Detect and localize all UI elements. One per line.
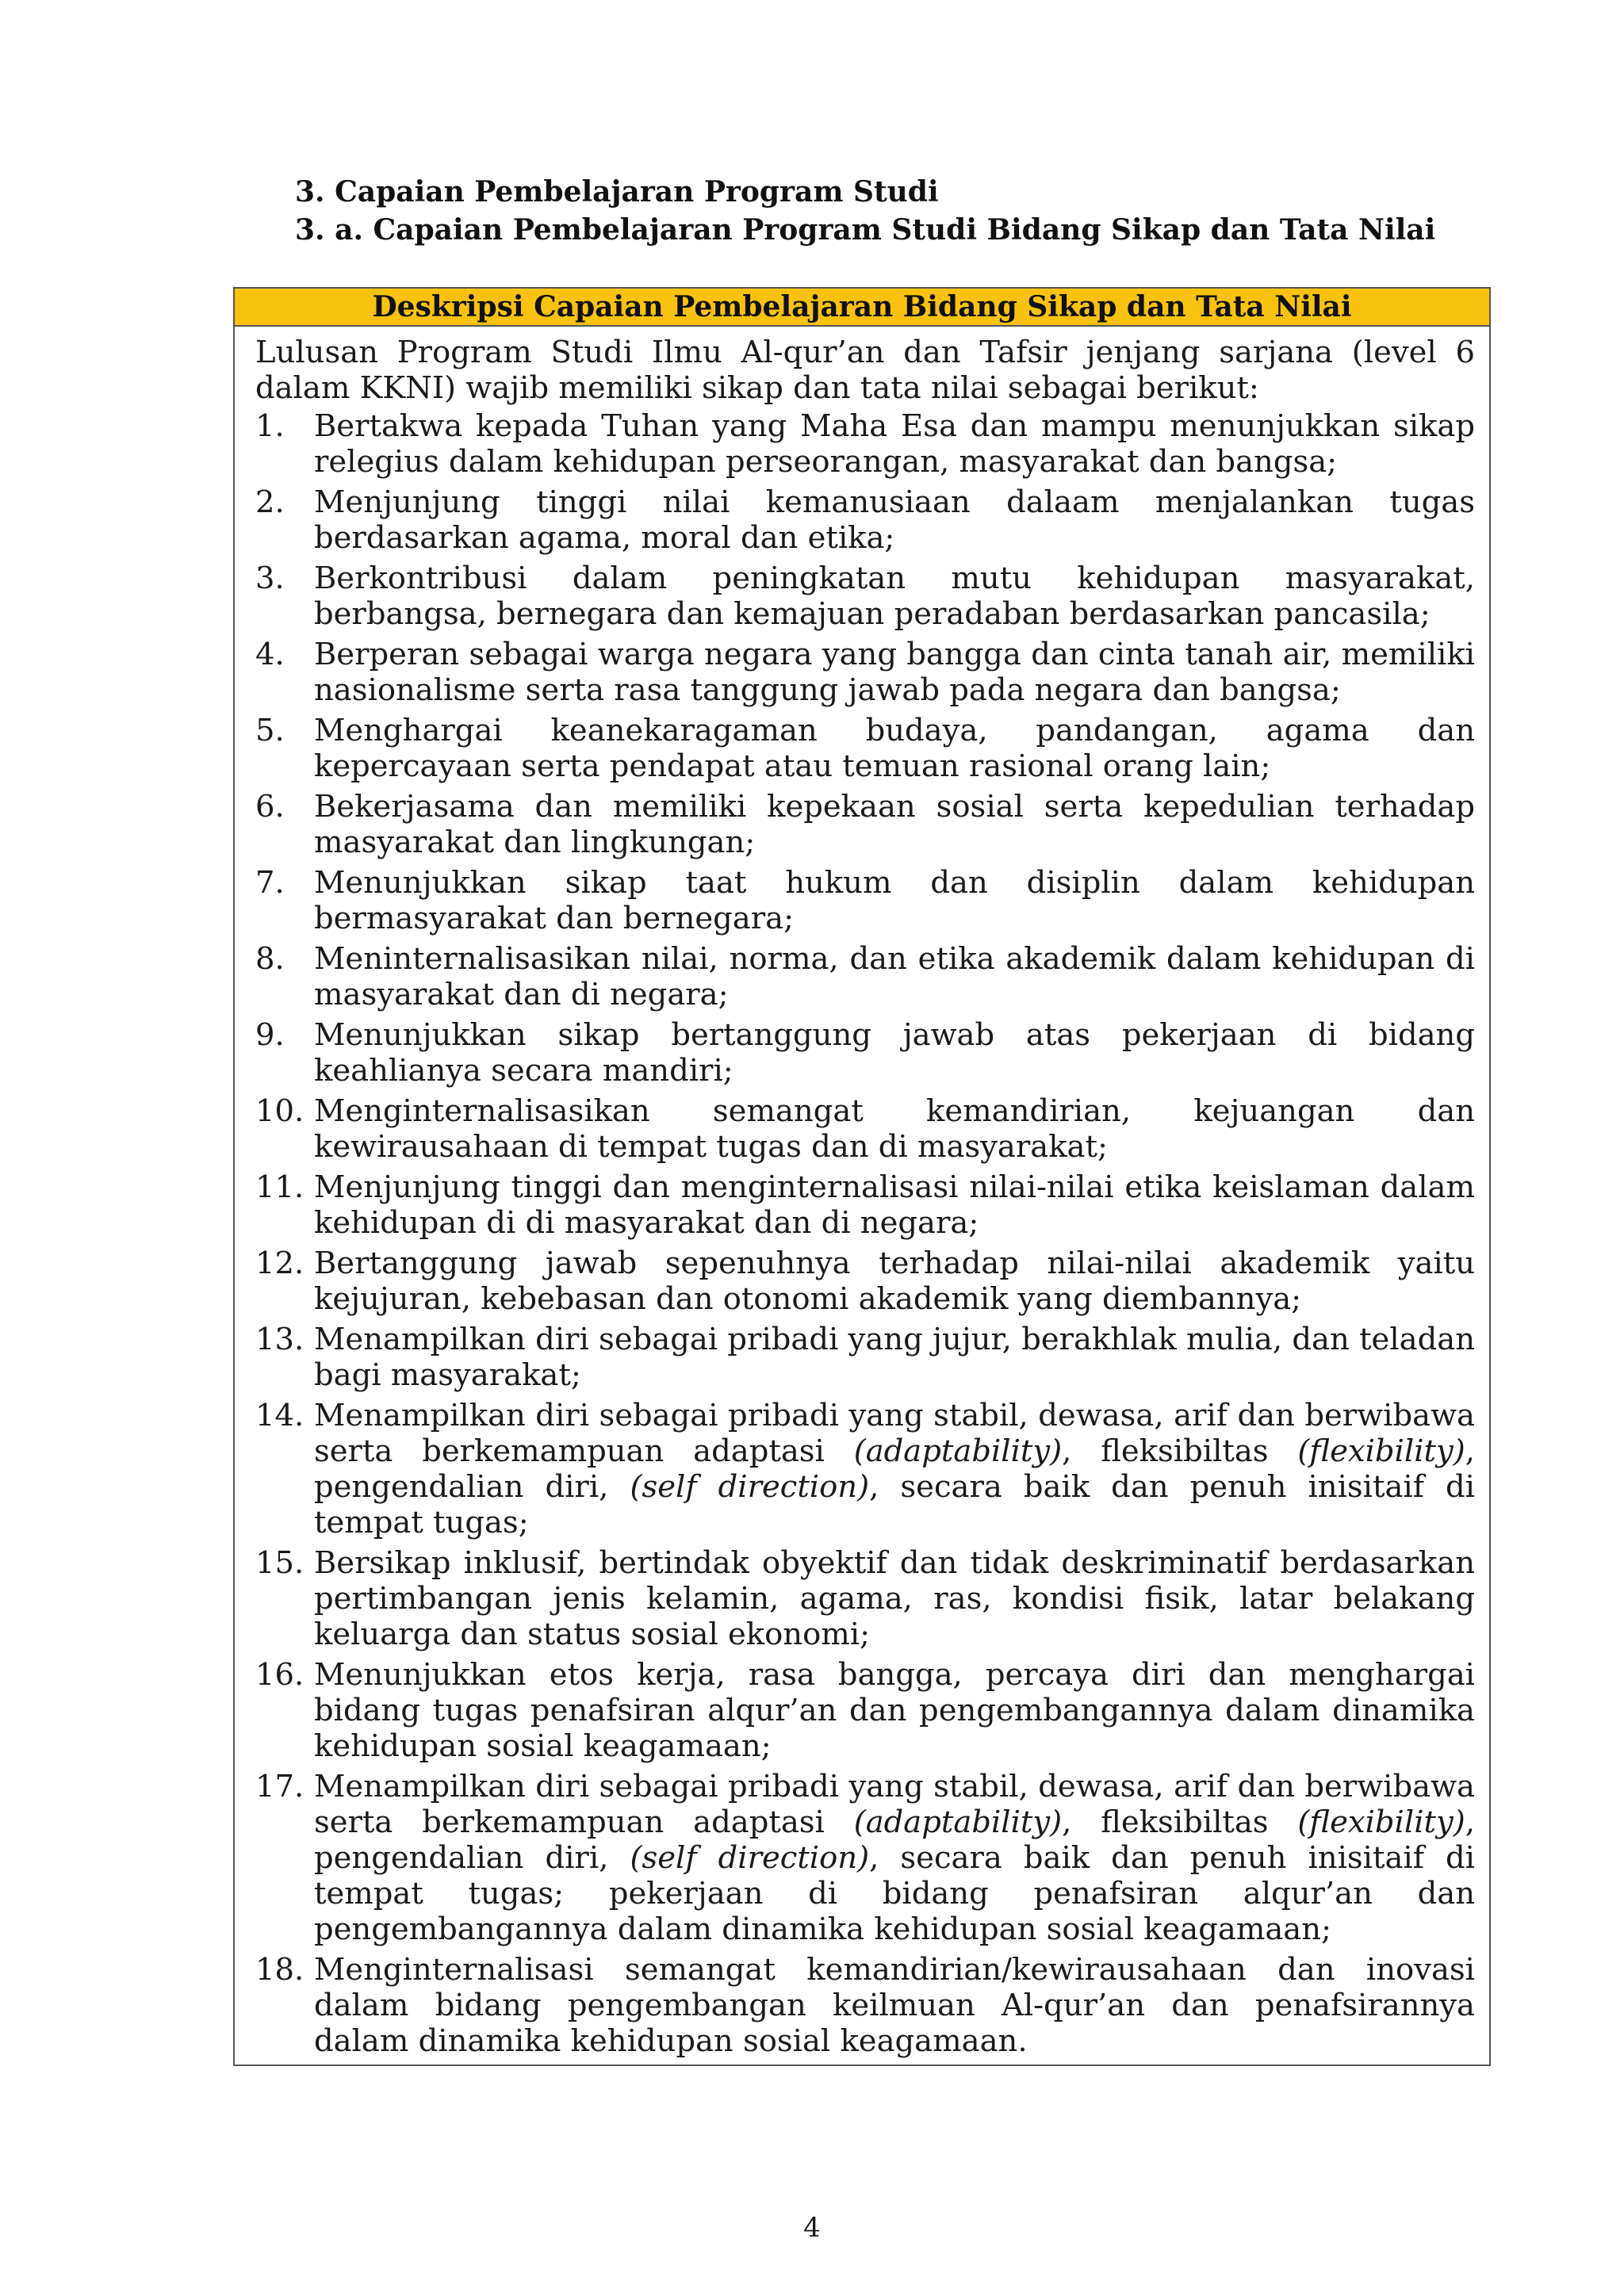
learning-outcomes-table bbox=[233, 287, 1491, 2066]
list-item-text: Menginternalisasi semangat kemandirian/kewirausahaan dan inovasi dalam bidang pengembangan keilmuan Al-qur’an dan penafsirannya dalam dinamika kehidupan sosial keagamaan. bbox=[314, 1952, 1475, 2059]
list-item-number: 16. bbox=[255, 1657, 304, 1693]
list-item-number: 18. bbox=[255, 1952, 304, 1988]
list-item-number: 8. bbox=[255, 941, 285, 977]
list-item bbox=[255, 1169, 1475, 1241]
italic-term: (flexibility) bbox=[1297, 1804, 1465, 1840]
list-item bbox=[255, 1398, 1475, 1540]
section-headings bbox=[295, 173, 1437, 249]
list-item bbox=[255, 941, 1475, 1012]
italic-term: (adaptability) bbox=[853, 1804, 1063, 1840]
table-body bbox=[235, 327, 1489, 2059]
list-item-text: Bertakwa kepada Tuhan yang Maha Esa dan mampu menunjukkan sikap relegius dalam kehidupan perseorangan, masyarakat dan bangsa; bbox=[314, 408, 1475, 480]
list-item-number: 3. bbox=[255, 561, 285, 596]
list-item bbox=[255, 1657, 1475, 1764]
italic-term: (self direction) bbox=[630, 1469, 870, 1505]
list-item-text: Menunjukkan sikap taat hukum dan disiplin dalam kehidupan bermasyarakat dan bernegara; bbox=[314, 865, 1475, 936]
list-item bbox=[255, 637, 1475, 708]
list-item-number: 14. bbox=[255, 1398, 304, 1433]
list-item-number: 6. bbox=[255, 789, 285, 825]
list-item-text: Menginternalisasikan semangat kemandirian, kejuangan dan kewirausahaan di tempat tugas dan di masyarakat; bbox=[314, 1093, 1475, 1165]
list-item-text: Menunjukkan sikap bertanggung jawab atas pekerjaan di bidang keahlianya secara mandiri; bbox=[314, 1017, 1475, 1089]
list-item bbox=[255, 408, 1475, 480]
list-item-number: 17. bbox=[255, 1769, 304, 1804]
list-item-text: Menghargai keanekaragaman budaya, pandangan, agama dan kepercayaan serta pendapat atau temuan rasional orang lain; bbox=[314, 713, 1475, 784]
list-item-text: Menjunjung tinggi dan menginternalisasi nilai-nilai etika keislaman dalam kehidupan di di masyarakat dan di negara; bbox=[314, 1169, 1475, 1241]
list-item bbox=[255, 1093, 1475, 1165]
italic-term: (flexibility) bbox=[1297, 1433, 1465, 1469]
list-item bbox=[255, 1246, 1475, 1317]
list-item-number: 11. bbox=[255, 1169, 304, 1205]
list-item bbox=[255, 1545, 1475, 1652]
list-item-text: Bersikap inklusif, bertindak obyektif dan tidak deskriminatif berdasarkan pertimbangan jenis kelamin, agama, ras, kondisi fisik, latar belakang keluarga dan status sosial ekonomi; bbox=[314, 1545, 1475, 1652]
list-item-number: 5. bbox=[255, 713, 285, 748]
page-number: 4 bbox=[803, 2212, 821, 2244]
italic-term: (self direction) bbox=[630, 1840, 870, 1876]
list-item-text: Menampilkan diri sebagai pribadi yang stabil, dewasa, arif dan berwibawa serta berkemampuan adaptasi (adaptability), fleksibiltas (flexibility), pengendalian diri, (self direction), secara baik dan penuh inisitaif di tempat tugas; bbox=[314, 1398, 1475, 1540]
list-item-text: Menjunjung tinggi nilai kemanusiaan dalaam menjalankan tugas berdasarkan agama, moral dan etika; bbox=[314, 484, 1475, 556]
list-item-number: 1. bbox=[255, 408, 285, 444]
list-item-number: 15. bbox=[255, 1545, 304, 1581]
list-item-number: 10. bbox=[255, 1093, 304, 1129]
subsection-heading: 3. a. Capaian Pembelajaran Program Studi Bidang Sikap dan Tata Nilai bbox=[295, 213, 1436, 247]
italic-term: (adaptability) bbox=[853, 1433, 1063, 1469]
list-item-number: 13. bbox=[255, 1322, 304, 1357]
list-item bbox=[255, 789, 1475, 860]
list-item-number: 2. bbox=[255, 484, 285, 520]
list-item-number: 12. bbox=[255, 1246, 304, 1281]
list-item bbox=[255, 1769, 1475, 1947]
list-item bbox=[255, 713, 1475, 784]
list-item-text: Meninternalisasikan nilai, norma, dan etika akademik dalam kehidupan di masyarakat dan di negara; bbox=[314, 941, 1475, 1012]
list-item-number: 4. bbox=[255, 637, 285, 672]
list-item bbox=[255, 1017, 1475, 1089]
list-item-text: Bekerjasama dan memiliki kepekaan sosial serta kepedulian terhadap masyarakat dan lingkungan; bbox=[314, 789, 1475, 860]
list-item-text: Bertanggung jawab sepenuhnya terhadap nilai-nilai akademik yaitu kejujuran, kebebasan dan otonomi akademik yang diembannya; bbox=[314, 1246, 1475, 1317]
table-header: Deskripsi Capaian Pembelajaran Bidang Sikap dan Tata Nilai bbox=[235, 289, 1489, 327]
list-item-text: Menampilkan diri sebagai pribadi yang jujur, berakhlak mulia, dan teladan bagi masyarakat; bbox=[314, 1322, 1475, 1393]
list-item-text: Menunjukkan etos kerja, rasa bangga, percaya diri dan menghargai bidang tugas penafsiran alqur’an dan pengembangannya dalam dinamika kehidupan sosial keagamaan; bbox=[314, 1657, 1475, 1764]
list-item-text: Berkontribusi dalam peningkatan mutu kehidupan masyarakat, berbangsa, bernegara dan kemajuan peradaban berdasarkan pancasila; bbox=[314, 561, 1475, 632]
list-item bbox=[255, 865, 1475, 936]
list-item-number: 9. bbox=[255, 1017, 285, 1053]
table-intro: Lulusan Program Studi Ilmu Al-qur’an dan Tafsir jenjang sarjana (level 6 dalam KKNI) wajib memiliki sikap dan tata nilai sebagai berikut: bbox=[255, 335, 1475, 406]
list-item-text: Berperan sebagai warga negara yang bangga dan cinta tanah air, memiliki nasionalisme serta rasa tanggung jawab pada negara dan bangsa; bbox=[314, 637, 1475, 708]
list-item bbox=[255, 1952, 1475, 2059]
section-heading: 3. Capaian Pembelajaran Program Studi bbox=[295, 175, 939, 209]
list-item bbox=[255, 1322, 1475, 1393]
list-item-text: Menampilkan diri sebagai pribadi yang stabil, dewasa, arif dan berwibawa serta berkemampuan adaptasi (adaptability), fleksibiltas (flexibility), pengendalian diri, (self direction), secara baik dan penuh inisitaif di tempat tugas; pekerjaan di bidang penafsiran alqur’an dan pengembangannya dalam dinamika kehidupan sosial keagamaan; bbox=[314, 1769, 1475, 1947]
list-item bbox=[255, 484, 1475, 556]
list-item-number: 7. bbox=[255, 865, 285, 901]
list-item bbox=[255, 561, 1475, 632]
outcome-list bbox=[255, 408, 1475, 2059]
